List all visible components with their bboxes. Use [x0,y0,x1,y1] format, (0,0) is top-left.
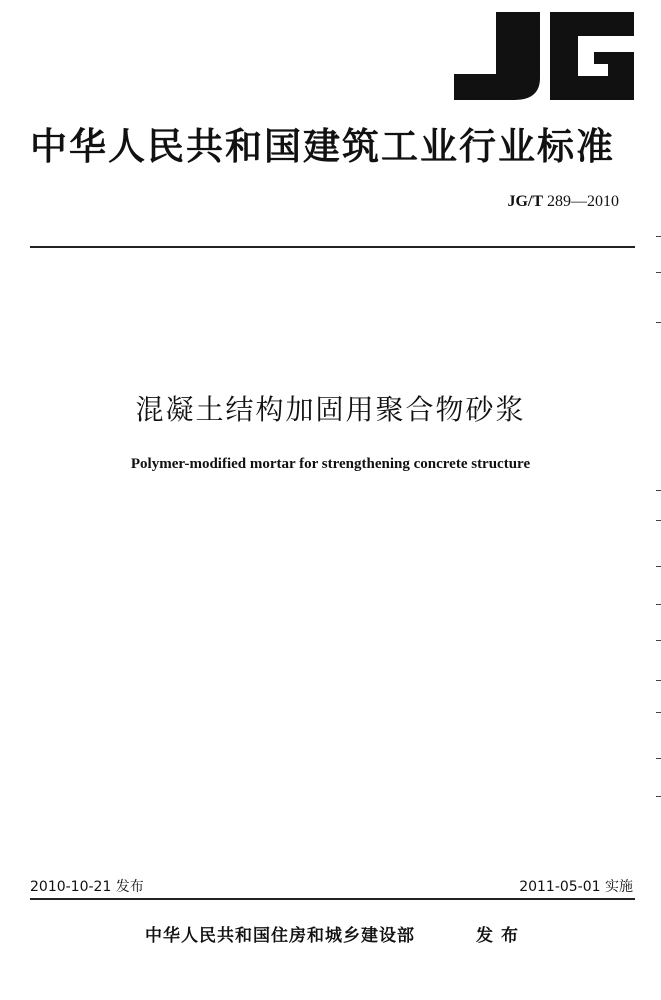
bottom-divider [30,898,635,900]
standard-number [507,193,619,211]
issuer-name: 中华人民共和国住房和城乡建设部 [145,926,415,946]
standard-category: 中华人民共和国建筑工业行业标准 [30,125,615,168]
standard-code: 289—2010 [547,193,619,210]
scan-edge-marks [655,0,661,1000]
implementation-date: 2011-05-01 实施 [519,879,633,895]
title-english: Polymer-modified mortar for strengthening concrete structure [130,456,531,472]
top-divider [30,246,635,248]
jg-logo-graphic [448,8,638,104]
issue-date: 2010-10-21 发布 [30,879,144,895]
title-chinese: 混凝土结构加固用聚合物砂浆 [135,393,526,426]
standard-prefix: JG/T [507,193,543,210]
jg-logo [448,8,638,104]
issuer-action: 发布 [476,926,526,946]
